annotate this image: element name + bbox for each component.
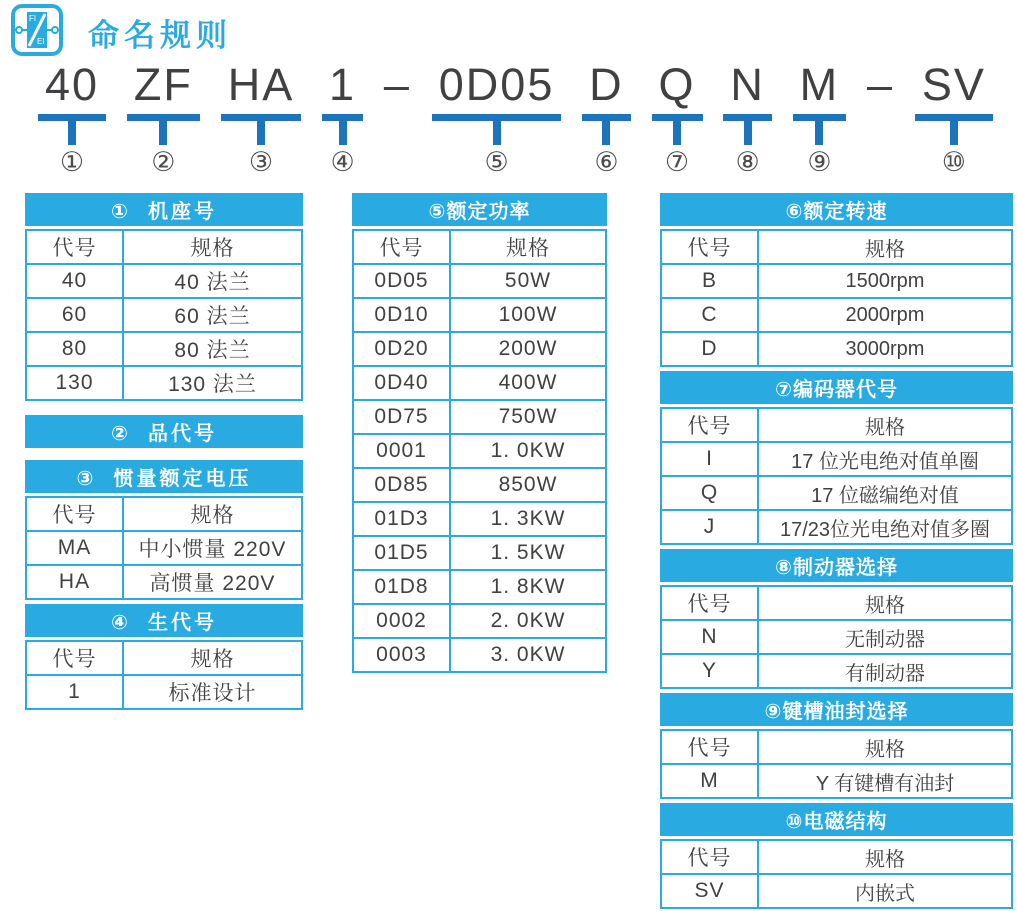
underline-bar (915, 114, 993, 121)
table (660, 229, 1013, 367)
section-banner: ⑩电磁结构 (660, 803, 1013, 836)
code-cell: J (662, 511, 759, 543)
table-row (354, 331, 605, 365)
section-banner: ⑤额定功率 (352, 193, 607, 226)
section-banner: ⑦编码器代号 (660, 371, 1013, 404)
code-cell: 01D8 (354, 571, 451, 603)
table-row (662, 409, 1011, 441)
section (660, 193, 1013, 367)
section (660, 549, 1013, 689)
table-row (662, 475, 1011, 509)
spec-cell: 规格 (865, 594, 905, 617)
table (352, 229, 607, 673)
underline-bar (322, 114, 363, 121)
table (25, 229, 303, 401)
table-row (662, 619, 1011, 653)
code-cell: B (662, 265, 759, 297)
circled-number: ⑤ (484, 147, 509, 177)
table-row (354, 399, 605, 433)
model-segment-text: 40 (45, 59, 100, 110)
section-banner: ⑨键槽油封选择 (660, 693, 1013, 726)
code-cell: 代号 (27, 231, 124, 263)
pointer-stem (493, 121, 501, 145)
spec-cell: 1. 8KW (490, 575, 566, 598)
brand-logo (10, 3, 64, 62)
model-segment-text: ZF (133, 59, 193, 110)
spec-cell: 17/23位光电绝对值多圈 (779, 518, 991, 541)
code-cell: 80 (27, 333, 124, 365)
table-row (662, 509, 1011, 543)
spec-cell: 17 位光电绝对值单圈 (791, 450, 979, 473)
spec-cell: 有制动器 (845, 662, 925, 685)
underline-bar (723, 114, 772, 121)
table-row (662, 841, 1011, 873)
model-segment (582, 59, 631, 177)
spec-cell: 规格 (190, 648, 235, 671)
table-row (27, 297, 301, 331)
circled-number: ① (59, 147, 85, 177)
code-cell: 40 (27, 265, 124, 297)
table-row (662, 263, 1011, 297)
table-row (662, 331, 1011, 365)
code-cell: 130 (27, 367, 124, 399)
spec-cell: 中小惯量 220V (138, 538, 287, 561)
spec-cell: 1500rpm (845, 269, 925, 292)
section (660, 371, 1013, 545)
underline-bar (38, 114, 106, 121)
spec-cell: 规格 (190, 504, 235, 527)
section (352, 193, 607, 673)
table (660, 585, 1013, 689)
code-cell: 代号 (662, 231, 759, 263)
code-cell: 代号 (27, 642, 124, 674)
circled-number: ⑩ (941, 147, 966, 177)
spec-cell: 40 法兰 (174, 271, 251, 294)
table-row (27, 331, 301, 365)
table-row (354, 297, 605, 331)
spec-cell: 规格 (865, 416, 905, 439)
model-segment-text: 0D05 (438, 59, 555, 110)
table-row (354, 501, 605, 535)
model-segment-text: 1 (329, 59, 357, 110)
table-row (27, 674, 301, 708)
code-cell: 代号 (354, 231, 451, 263)
table-row (662, 873, 1011, 907)
spec-cell: 无制动器 (845, 628, 925, 651)
pointer-stem (673, 121, 681, 145)
section (660, 803, 1013, 909)
code-cell: M (662, 765, 759, 797)
table-row (27, 231, 301, 263)
spec-cell: 标准设计 (168, 682, 257, 705)
table-row (354, 433, 605, 467)
code-cell: 0003 (354, 639, 451, 671)
code-cell: 0D40 (354, 367, 451, 399)
model-segment-text: SV (921, 59, 986, 110)
model-code-row (38, 59, 993, 177)
table-row (662, 231, 1011, 263)
code-cell: 01D5 (354, 537, 451, 569)
spec-cell: 高惯量 220V (149, 572, 276, 595)
spec-cell: 200W (498, 337, 558, 360)
table-row (662, 297, 1011, 331)
table-column-1 (25, 193, 303, 909)
model-segment (432, 59, 562, 177)
code-cell: 60 (27, 299, 124, 331)
spec-cell: 1. 3KW (490, 507, 566, 530)
section (25, 460, 303, 600)
spec-cell: 规格 (506, 237, 550, 260)
code-cell: N (662, 621, 759, 653)
table-row (662, 587, 1011, 619)
model-segment (652, 59, 703, 177)
code-cell: 0D85 (354, 469, 451, 501)
section (25, 604, 303, 710)
model-segment (221, 59, 302, 177)
pointer-stem (339, 121, 347, 145)
spec-cell: 规格 (865, 238, 905, 261)
model-separator (383, 59, 411, 110)
code-cell: D (662, 333, 759, 365)
circled-number: ④ (330, 147, 355, 177)
underline-bar (793, 114, 847, 121)
section-banner: ② 品代号 (25, 415, 303, 448)
code-cell: 01D3 (354, 503, 451, 535)
page-title: 命名规则 (88, 18, 232, 53)
code-cell: 代号 (662, 841, 759, 873)
model-segment (915, 59, 993, 177)
pointer-stem (257, 121, 265, 145)
model-segment-text: – (867, 59, 895, 110)
table-column-3 (660, 193, 1013, 909)
model-segment (723, 59, 772, 177)
table-row (27, 564, 301, 598)
table (25, 496, 303, 600)
code-cell: C (662, 299, 759, 331)
code-cell: 0D05 (354, 265, 451, 297)
spec-cell: 17 位磁编绝对值 (811, 484, 959, 507)
underline-bar (582, 114, 631, 121)
code-cell: 代号 (662, 587, 759, 619)
table-row (354, 231, 605, 263)
svg-text:EI: EI (37, 37, 45, 46)
table-row (662, 763, 1011, 797)
pointer-stem (744, 121, 752, 145)
spec-cell: 2. 0KW (490, 609, 566, 632)
motor-logo-icon (10, 3, 64, 57)
spec-cell: 3000rpm (845, 337, 925, 360)
section-banner: ③ 惯量额定电压 (25, 460, 303, 493)
code-cell: MA (27, 532, 124, 564)
model-segment-text: HA (227, 59, 295, 110)
table-row (27, 642, 301, 674)
model-segment (38, 59, 106, 177)
model-segment-text: N (730, 59, 765, 110)
underline-bar (432, 114, 562, 121)
spec-cell: 60 法兰 (174, 305, 251, 328)
code-cell: 代号 (662, 731, 759, 763)
pointer-stem (602, 121, 610, 145)
table-row (27, 530, 301, 564)
code-cell: 0D75 (354, 401, 451, 433)
code-cell: I (662, 443, 759, 475)
code-cell: 0D20 (354, 333, 451, 365)
model-segment-text: – (383, 59, 411, 110)
code-cell: SV (662, 875, 759, 907)
spec-cell: 850W (498, 473, 558, 496)
model-segment-text: Q (658, 59, 696, 110)
spec-cell: 内嵌式 (855, 882, 915, 905)
spec-cell: 100W (498, 303, 558, 326)
table (25, 640, 303, 710)
section-banner: ⑧制动器选择 (660, 549, 1013, 582)
table (660, 407, 1013, 545)
underline-bar (652, 114, 703, 121)
pointer-stem (68, 121, 76, 145)
section (25, 193, 303, 401)
table (660, 839, 1013, 909)
table-row (354, 637, 605, 671)
circled-number: ⑦ (664, 147, 690, 177)
table-row (27, 498, 301, 530)
circled-number: ⑧ (735, 147, 760, 177)
circled-number: ② (151, 147, 176, 177)
model-segment (127, 59, 200, 177)
section-banner: ⑥额定转速 (660, 193, 1013, 226)
table-row (354, 535, 605, 569)
spec-cell: 50W (504, 269, 552, 292)
circled-number: ③ (248, 147, 274, 177)
circled-number: ⑥ (594, 147, 619, 177)
table-row (354, 365, 605, 399)
code-cell: 1 (27, 676, 124, 708)
code-cell: 0001 (354, 435, 451, 467)
model-segment (322, 59, 363, 177)
code-cell: Y (662, 655, 759, 687)
table-row (662, 653, 1011, 687)
spec-cell: 400W (498, 371, 558, 394)
section-banner: ④ 生代号 (25, 604, 303, 637)
code-cell: 代号 (27, 498, 124, 530)
table-row (27, 365, 301, 399)
pointer-stem (159, 121, 167, 145)
code-cell: 0002 (354, 605, 451, 637)
spec-cell: 3. 0KW (490, 643, 566, 666)
section-banner: ① 机座号 (25, 193, 303, 226)
model-segment-text: D (589, 59, 624, 110)
table-row (354, 603, 605, 637)
circled-number: ⑨ (807, 147, 832, 177)
svg-text:FI: FI (29, 14, 37, 23)
table-row (662, 731, 1011, 763)
table-row (662, 441, 1011, 475)
model-separator (867, 59, 895, 110)
spec-cell: 1. 0KW (490, 439, 566, 462)
code-cell: Q (662, 477, 759, 509)
pointer-stem (815, 121, 823, 145)
pointer-stem (950, 121, 958, 145)
table-row (27, 263, 301, 297)
spec-cell: 规格 (865, 738, 905, 761)
spec-cell: 规格 (865, 848, 905, 871)
code-cell: 代号 (662, 409, 759, 441)
underline-bar (221, 114, 302, 121)
table-row (354, 467, 605, 501)
underline-bar (127, 114, 200, 121)
model-segment (793, 59, 847, 177)
table-column-2 (352, 193, 607, 909)
table-row (354, 569, 605, 603)
spec-cell: 2000rpm (845, 303, 925, 326)
code-cell: HA (27, 566, 124, 598)
spec-cell: 130 法兰 (168, 373, 257, 396)
spec-cell: 规格 (190, 237, 235, 260)
spec-cell: 80 法兰 (174, 339, 251, 362)
naming-tables (25, 193, 1013, 909)
spec-cell: 1. 5KW (490, 541, 566, 564)
section (660, 693, 1013, 799)
model-segment-text: M (799, 59, 840, 110)
table (660, 729, 1013, 799)
spec-cell: Y 有键槽有油封 (815, 772, 955, 795)
section (25, 415, 303, 448)
table-row (354, 263, 605, 297)
code-cell: 0D10 (354, 299, 451, 331)
spec-cell: 750W (498, 405, 558, 428)
